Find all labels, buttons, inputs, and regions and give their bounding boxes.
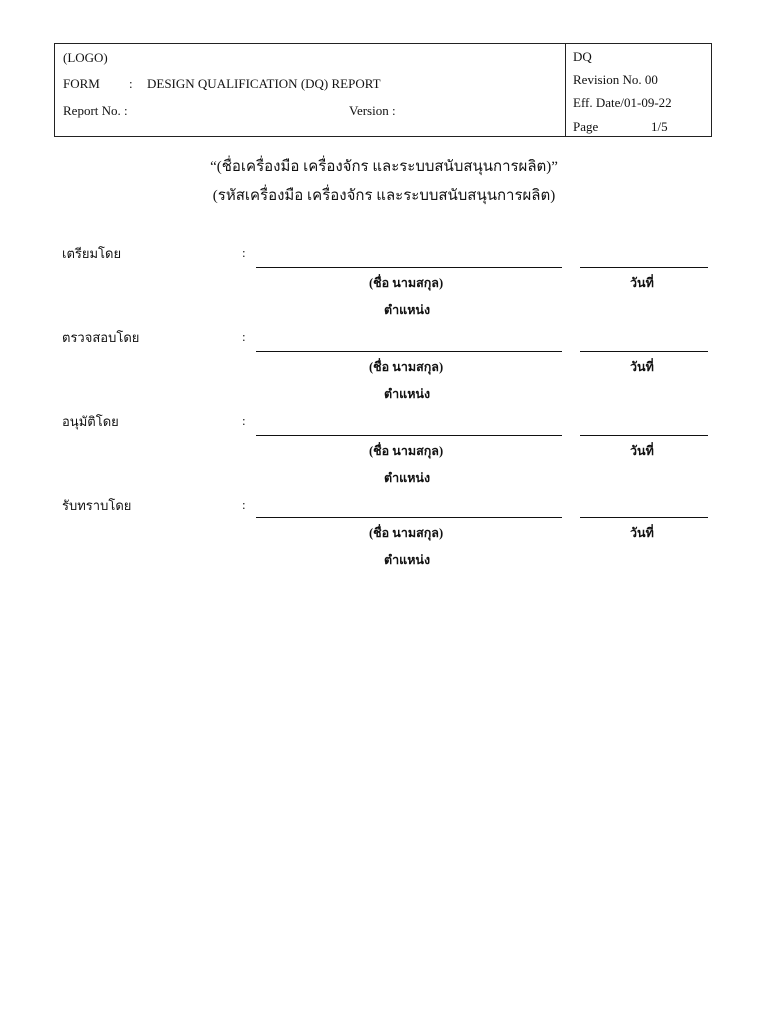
equipment-name-title: “(ชื่อเครื่องมือ เครื่องจักร และระบบสนับสนุนการผลิต)” [210,159,558,175]
report-no-label: Report No. : [63,103,128,118]
name-caption: (ชื่อ นามสกุล) [369,526,444,540]
acknowledged-by-label: รับทราบโดย [62,498,132,513]
document-header-box [54,43,712,137]
name-caption: (ชื่อ นามสกุล) [369,276,444,290]
name-caption: (ชื่อ นามสกุล) [369,360,444,374]
date-caption: วันที่ [630,444,654,458]
signature-colon: : [242,497,246,512]
date-caption: วันที่ [630,526,654,540]
page-number: 1/5 [651,119,668,134]
prepared-by-label: เตรียมโดย [62,246,122,261]
date-signature-line[interactable] [580,267,708,268]
equipment-code-title: (รหัสเครื่องมือ เครื่องจักร และระบบสนับสนุนการผลิต) [212,188,556,204]
approved-by-label: อนุมัติโดย [62,414,119,429]
logo-placeholder: (LOGO) [63,50,108,65]
signature-colon: : [242,329,246,344]
page-label: Page [573,119,599,134]
reviewed-by-label: ตรวจสอบโดย [62,330,140,345]
name-signature-line[interactable] [256,351,562,352]
date-signature-line[interactable] [580,351,708,352]
name-signature-line[interactable] [256,267,562,268]
form-title: DESIGN QUALIFICATION (DQ) REPORT [147,76,381,91]
date-signature-line[interactable] [580,517,708,518]
form-colon: : [129,76,133,91]
position-caption: ตำแหน่ง [384,553,431,567]
name-signature-line[interactable] [256,435,562,436]
header-divider [565,44,566,136]
date-caption: วันที่ [630,360,654,374]
name-signature-line[interactable] [256,517,562,518]
name-caption: (ชื่อ นามสกุล) [369,444,444,458]
date-caption: วันที่ [630,276,654,290]
revision-number: Revision No. 00 [573,72,658,87]
version-label: Version : [349,103,396,118]
date-signature-line[interactable] [580,435,708,436]
position-caption: ตำแหน่ง [384,303,431,317]
effective-date: Eff. Date/01-09-22 [573,95,672,110]
doc-code: DQ [573,49,592,64]
position-caption: ตำแหน่ง [384,471,431,485]
position-caption: ตำแหน่ง [384,387,431,401]
signature-colon: : [242,245,246,260]
signature-colon: : [242,413,246,428]
form-label: FORM [63,76,100,91]
